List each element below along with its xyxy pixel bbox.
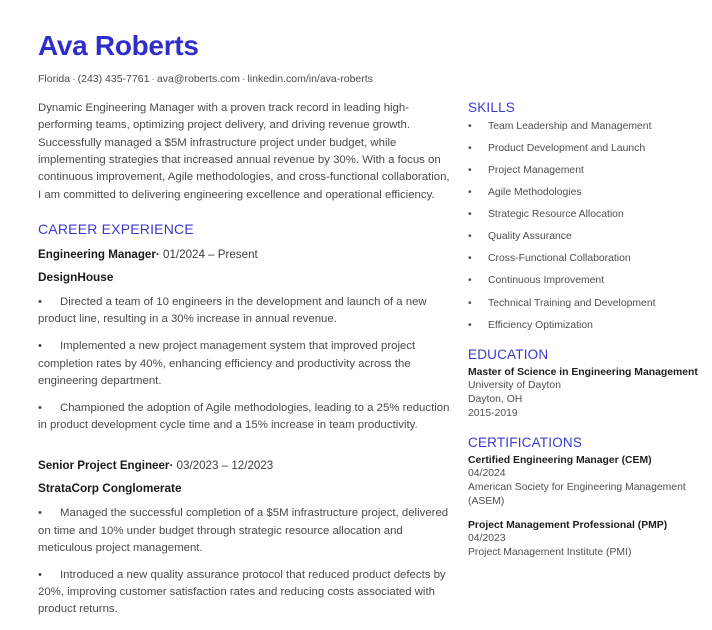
experience-spacer [38,446,450,458]
certification-name: Project Management Professional (PMP) [468,519,668,531]
bullet-icon [468,185,488,200]
candidate-name: Ava Roberts [38,30,199,61]
bullet-icon [468,251,488,266]
contact-separator-2: · [151,73,155,86]
certification-issuer: Project Management Institute (PMI) [468,547,632,558]
bullet-icon [468,296,488,311]
section-title-career-experience: CAREER EXPERIENCE [38,220,194,237]
resume-columns [38,100,704,630]
job-bullets [38,294,450,434]
skill-label: Cross-Functional Collaboration [488,253,631,265]
job-company: DesignHouse [38,269,114,284]
job-bullets [38,505,450,618]
skill-label: Technical Training and Development [488,297,656,309]
job-dates: 01/2024 – Present [163,247,258,261]
experience-list [38,247,450,618]
main-column [38,100,462,630]
bullet-icon [38,400,60,417]
skill-item [468,163,710,178]
skill-item [468,207,710,222]
contact-separator-1: · [72,73,76,86]
skill-item [468,318,710,333]
education-location: Dayton, OH [468,394,523,406]
bullet-icon [468,141,488,156]
education-item [468,366,710,421]
job-bullet-text: Managed the successful completion of a $5M infrastructure project, delivered on time and 10% under budget through strategic resource allocation and meticulous project management. [38,507,449,554]
bullet-icon [38,338,60,355]
skills-section [468,100,710,333]
job-title: Senior Project Engineer [38,459,170,472]
contact-line [38,72,704,87]
job-bullet [38,338,450,389]
section-title-education: EDUCATION [468,346,549,362]
contact-email[interactable]: ava@roberts.com [156,73,240,86]
skill-label: Quality Assurance [488,231,572,243]
contact-linkedin[interactable]: linkedin.com/in/ava-roberts [247,73,373,86]
bullet-icon [468,207,488,222]
skill-item [468,185,710,200]
skill-item [468,119,710,134]
bullet-icon [38,294,60,311]
skill-label: Agile Methodologies [488,187,582,199]
job-header [38,247,450,262]
certification-date: 04/2024 [468,468,506,480]
skill-label: Strategic Resource Allocation [488,209,624,221]
job-bullet [38,294,450,328]
certification-name: Certified Engineering Manager (CEM) [468,454,652,466]
experience-item [38,247,450,434]
skill-item [468,296,710,311]
skill-label: Efficiency Optimization [488,319,593,331]
section-title-certifications: CERTIFICATIONS [468,434,583,450]
job-bullet-text: Implemented a new project management system that improved project completion rates by 40%, enhancing efficiency and productivity across the engineering department. [38,340,416,387]
bullet-icon [468,318,488,333]
resume-header [38,30,704,87]
education-school: University of Dayton [468,380,561,392]
side-column [462,100,710,574]
skill-label: Continuous Improvement [488,275,605,287]
certification-issuer: American Society for Engineering Management (ASEM) [468,482,686,507]
skill-item [468,229,710,244]
certification-date: 04/2023 [468,533,506,545]
skill-label: Product Development and Launch [488,142,646,154]
bullet-icon [38,567,60,584]
contact-phone: (243) 435-7761 [77,73,150,86]
job-separator: · [169,459,174,472]
professional-summary: Dynamic Engineering Manager with a proven track record in leading high-performing teams, optimizing project delivery, and driving revenue growth. Successfully managed a $5M infrastructure project under budget, while implementing strategies that increased annual revenue by 30%. With a focus on continuous improvement, Agile methodologies, and cross-functional collaboration, I am committed to delivering engineering excellence and operational efficiency. [38,101,450,201]
job-company: StrataCorp Conglomerate [38,481,182,496]
skill-item [468,273,710,288]
skill-item [468,251,710,266]
contact-location: Florida [38,73,71,86]
skill-label: Team Leadership and Management [488,120,652,132]
section-title-skills: SKILLS [468,99,515,115]
education-section [468,347,710,421]
certification-item [468,519,710,560]
skills-list [468,119,710,333]
job-title: Engineering Manager [38,247,156,261]
education-degree: Master of Science in Engineering Management [468,366,698,378]
bullet-icon [468,229,488,244]
education-years: 2015-2019 [468,407,518,419]
skill-item [468,141,710,156]
job-separator: · [155,247,160,261]
contact-separator-3: · [241,73,246,86]
job-bullet [38,505,450,556]
job-bullet-text: Introduced a new quality assurance protocol that reduced product defects by 20%, improving customer satisfaction rates and reducing costs associated with product returns. [38,568,446,615]
job-bullet-text: Championed the adoption of Agile methodologies, leading to a 25% reduction in product development cycle time and a 15% increase in team productivity. [38,401,450,431]
bullet-icon [38,505,60,522]
bullet-icon [468,119,488,134]
experience-item [38,458,450,618]
bullet-icon [468,163,488,178]
job-bullet-text: Directed a team of 10 engineers in the development and launch of a new product line, resulting in a 30% increase in annual revenue. [38,296,427,326]
job-header [38,458,450,473]
certifications-section [468,435,710,560]
job-bullet [38,567,450,618]
certification-item [468,454,710,509]
job-dates: 03/2023 – 12/2023 [176,459,274,472]
job-bullet [38,400,450,434]
bullet-icon [468,273,488,288]
skill-label: Project Management [488,165,584,177]
